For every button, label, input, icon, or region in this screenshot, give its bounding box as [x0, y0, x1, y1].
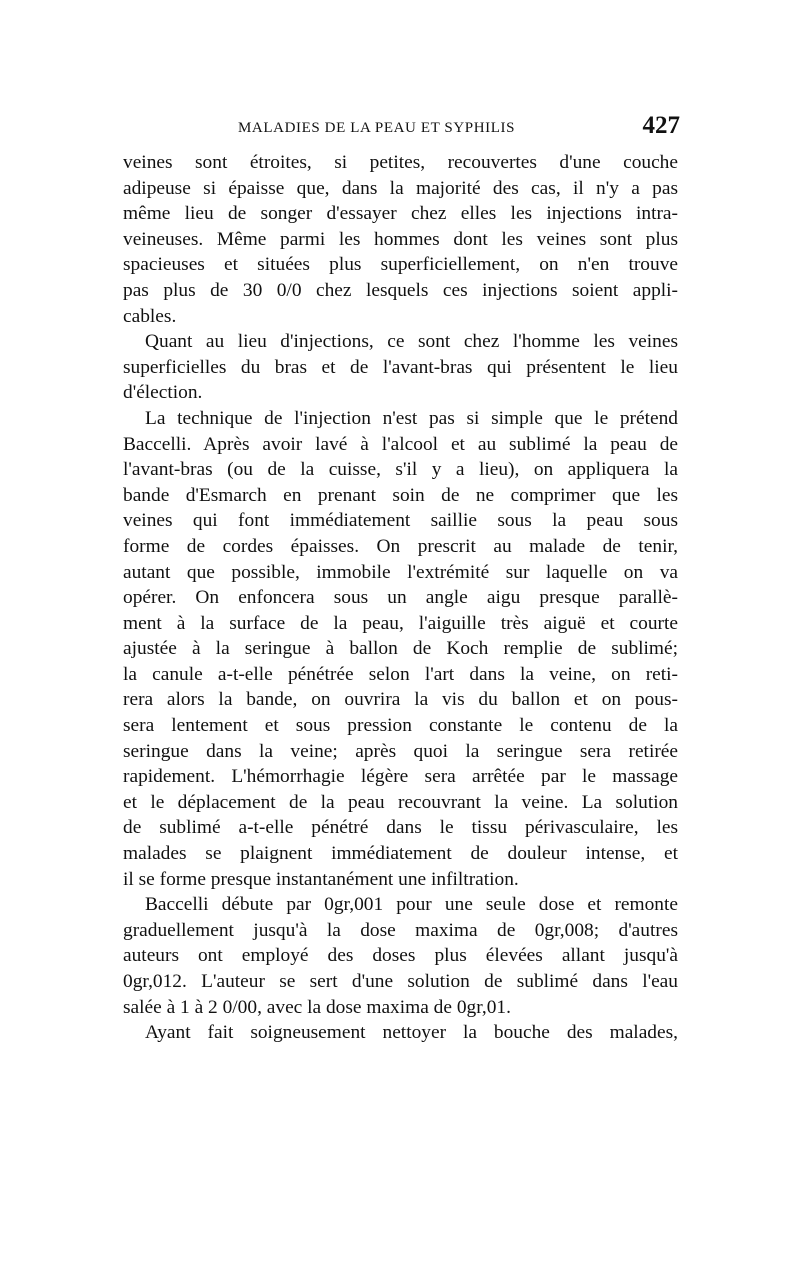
text-line: graduellement jusqu'à la dose maxima de 0gr,008; d'autres	[123, 919, 678, 941]
body-text	[123, 150, 678, 1046]
page-number: 427	[642, 112, 680, 139]
text-line: de sublimé a-t-elle pénétré dans le tissu périvasculaire, les	[123, 817, 678, 839]
text-line: adipeuse si épaisse que, dans la majorité des cas, il n'y a pas	[123, 177, 678, 199]
running-title: MALADIES DE LA PEAU ET SYPHILIS	[238, 120, 516, 136]
text-line: Quant au lieu d'injections, ce sont chez l'homme les veines	[145, 331, 678, 353]
text-line: auteurs ont employé des doses plus élevées allant jusqu'à	[123, 945, 678, 967]
text-line: opérer. On enfoncera sous un angle aigu presque parallè-	[123, 587, 678, 609]
text-line: sera lentement et sous pression constante le contenu de la	[123, 715, 678, 737]
text-line: Baccelli débute par 0gr,001 pour une seule dose et remonte	[145, 894, 678, 916]
text-line: La technique de l'injection n'est pas si simple que le prétend	[145, 407, 678, 429]
text-line: ment à la surface de la peau, l'aiguille très aiguë et courte	[123, 612, 678, 634]
text-line: cables.	[123, 305, 177, 327]
text-line: bande d'Esmarch en prenant soin de ne comprimer que les	[123, 484, 678, 506]
text-line: la canule a-t-elle pénétrée selon l'art dans la veine, on reti-	[123, 663, 678, 685]
text-line: Baccelli. Après avoir lavé à l'alcool et au sublimé la peau de	[123, 433, 678, 455]
text-line: même lieu de songer d'essayer chez elles les injections intra-	[123, 203, 678, 225]
text-line: malades se plaignent immédiatement de douleur intense, et	[123, 843, 678, 865]
text-line: il se forme presque instantanément une infiltration.	[123, 868, 519, 890]
text-line: l'avant-bras (ou de la cuisse, s'il y a lieu), on appliquera la	[123, 459, 678, 481]
text-line: veineuses. Même parmi les hommes dont les veines sont plus	[123, 228, 678, 250]
page-header	[120, 112, 680, 142]
text-line: veines sont étroites, si petites, recouvertes d'une couche	[123, 152, 678, 173]
text-line: et le déplacement de la peau recouvrant la veine. La solution	[123, 791, 678, 813]
text-line: superficielles du bras et de l'avant-bras qui présentent le lieu	[123, 356, 678, 378]
text-line: Ayant fait soigneusement nettoyer la bouche des malades,	[145, 1022, 678, 1044]
text-line: pas plus de 30 0/0 chez lesquels ces injections soient appli-	[123, 279, 678, 301]
text-line: autant que possible, immobile l'extrémité sur laquelle on va	[123, 561, 678, 583]
text-line: rapidement. L'hémorrhagie légère sera arrêtée par le massage	[123, 766, 678, 788]
text-line: spacieuses et situées plus superficiellement, on n'en trouve	[123, 254, 678, 276]
text-line: salée à 1 à 2 0/00, avec la dose maxima de 0gr,01.	[123, 996, 511, 1018]
text-line: rera alors la bande, on ouvrira la vis du ballon et on pous-	[123, 689, 678, 711]
text-line: 0gr,012. L'auteur se sert d'une solution de sublimé dans l'eau	[123, 971, 678, 992]
text-line: seringue dans la veine; après quoi la seringue sera retirée	[123, 740, 678, 762]
text-line: d'élection.	[123, 382, 203, 404]
text-line: ajustée à la seringue à ballon de Koch remplie de sublimé;	[123, 638, 678, 660]
text-line: forme de cordes épaisses. On prescrit au malade de tenir,	[123, 535, 678, 557]
text-line: veines qui font immédiatement saillie sous la peau sous	[123, 510, 678, 532]
